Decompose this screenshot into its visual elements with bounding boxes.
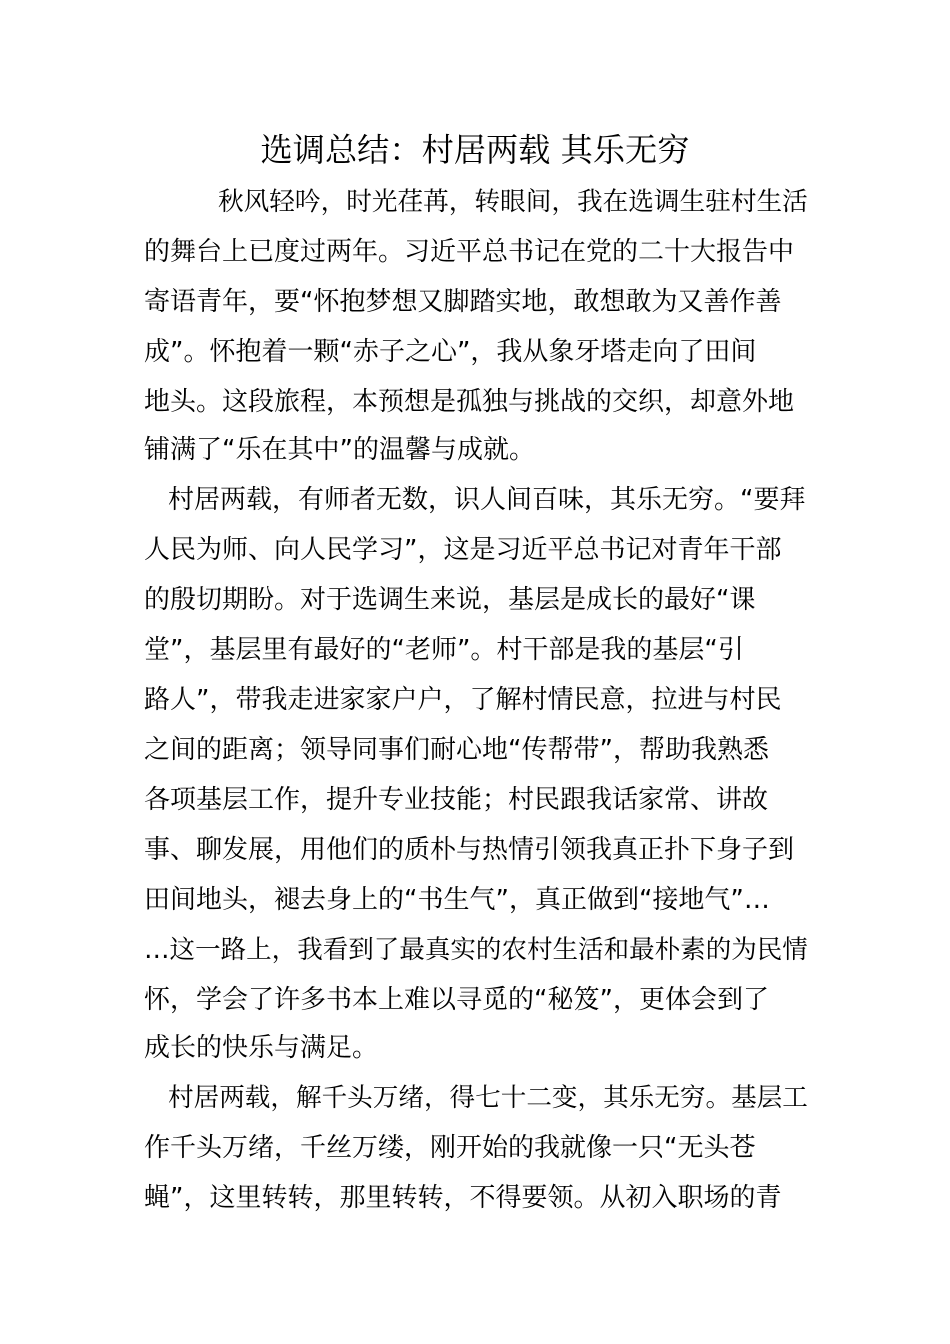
- paragraph-2-line-8: 事、聊发展，用他们的质朴与热情引领我真正扑下身子到: [144, 835, 795, 865]
- paragraph-2-line-9: 田间地头，褪去身上的“书生气”，真正做到“接地气”…: [144, 885, 770, 915]
- paragraph-1-line-1: 秋风轻吟，时光荏苒，转眼间，我在选调生驻村生活: [218, 187, 808, 217]
- paragraph-2-line-3: 的殷切期盼。对于选调生来说，基层是成长的最好“课: [144, 585, 756, 615]
- paragraph-3-line-2: 作千头万绪，千丝万缕，刚开始的我就像一只“无头苍: [144, 1133, 756, 1163]
- paragraph-2-line-11: 怀，学会了许多书本上难以寻觅的“秘笈”，更体会到了: [144, 985, 769, 1015]
- paragraph-2-line-10: …这一路上，我看到了最真实的农村生活和最朴素的为民情: [144, 935, 808, 965]
- paragraph-2-line-7: 各项基层工作，提升专业技能；村民跟我话家常、讲故: [144, 785, 769, 815]
- paragraph-2-line-5: 路人”，带我走进家家户户，了解村情民意，拉进与村民: [144, 685, 782, 715]
- paragraph-2-line-2: 人民为师、向人民学习”，这是习近平总书记对青年干部: [144, 535, 782, 565]
- paragraph-1-line-3: 寄语青年，要“怀抱梦想又脚踏实地，敢想敢为又善作善: [144, 287, 782, 317]
- paragraph-2-line-1: 村居两载，有师者无数，识人间百味，其乐无穷。“要拜: [168, 485, 806, 515]
- document-title: 选调总结：村居两载 其乐无穷: [260, 131, 690, 169]
- paragraph-1-line-5: 地头。这段旅程，本预想是孤独与挑战的交织，却意外地: [144, 387, 795, 417]
- paragraph-2-line-12: 成长的快乐与满足。: [144, 1033, 379, 1063]
- paragraph-3-line-1: 村居两载，解千头万绪，得七十二变，其乐无穷。基层工: [168, 1083, 808, 1113]
- paragraph-2-line-6: 之间的距离；领导同事们耐心地“传帮带”，帮助我熟悉: [144, 735, 769, 765]
- paragraph-1-line-6: 铺满了“乐在其中”的温馨与成就。: [144, 435, 535, 465]
- paragraph-2-line-4: 堂”，基层里有最好的“老师”。村干部是我的基层“引: [144, 635, 744, 665]
- paragraph-1-line-2: 的舞台上已度过两年。习近平总书记在党的二十大报告中: [144, 237, 795, 267]
- paragraph-3-line-3: 蝇”，这里转转，那里转转，不得要领。从初入职场的青: [144, 1183, 782, 1213]
- paragraph-1-line-4: 成”。怀抱着一颗“赤子之心”，我从象牙塔走向了田间: [144, 337, 757, 367]
